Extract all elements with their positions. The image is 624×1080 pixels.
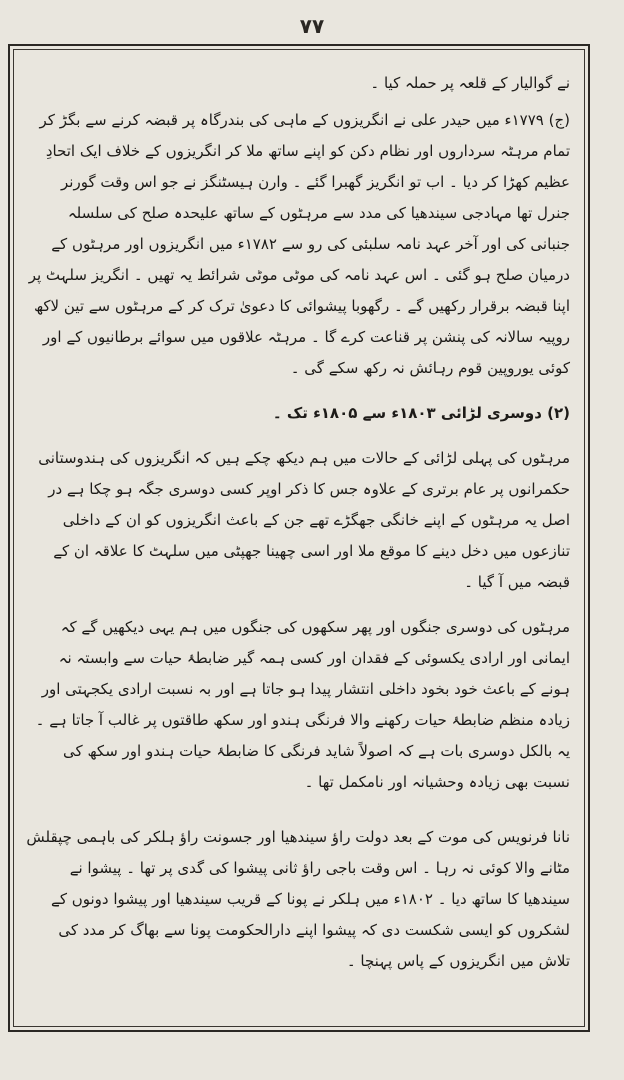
page-border: [8, 44, 590, 1032]
section-heading-second-war: (۲) دوسری لڑائی ۱۸۰۳ء سے ۱۸۰۵ء تک ۔: [272, 404, 570, 422]
paragraph-first-war-summary: مرہٹوں کی پہلی لڑائی کے حالات میں ہم دیکھ چکے ہیں کہ انگریزوں کی ہندوستانی حکمرانوں پر عام برتری کے علاوہ جس کا ذکر اوپر کسی دوسری جگہ ہو چکا ہے در اصل یہ مرہٹوں کے اپنے خانگی جھگڑے تھے جن کے باعث انگریزوں کو ان کے داخلی تنازعوں میں دخل دینے کا موقع ملا اور اسی چھینا جھپٹی میں سلہٹ کا علاقہ ان کے قبضہ میں آ گیا ۔: [38, 449, 570, 591]
paragraph-treaty-salbai: (ج) ۱۷۷۹ء میں حیدر علی نے انگریزوں کے ماہی کی بندرگاہ پر قبضہ کرنے سے بگڑ کر تمام مرہٹہ سرداروں اور نظام دکن کو اپنے ساتھ ملا کر انگریزوں کے خلاف ایک اتحادِ عظیم کھڑا کر دیا ۔ اب تو انگریز گھبرا گئے ۔ وارن ہیسٹنگز نے جو اس وقت گورنر جنرل تھا مہادجی سیندھیا کی مدد سے مرہٹوں کے ساتھ علیحدہ صلح کی سلسلہ جنبانی کی اور آخر عہد نامہ سلبئی کی رو سے ۱۷۸۲ء میں انگریزوں اور مرہٹوں کے درمیان صلح ہو گئی ۔ اس عہد نامہ کی موٹی موٹی شرائط یہ تھیں ۔ انگریز سلہٹ پر اپنا قبضہ برقرار رکھیں گے ۔ رگھوبا پیشوائی کا دعویٰ ترک کر کے مرہٹوں سے تین لاکھ روپیہ سالانہ کی پنشن پر قناعت کرے گا ۔ مرہٹہ علاقوں میں سوائے برطانیوں کے اور کوئی یوروپین قوم رہائش نہ رکھ سکے گی ۔: [28, 111, 570, 377]
paragraph-unity-analysis: مرہٹوں کی دوسری جنگوں اور پھر سکھوں کی جنگوں میں ہم یہی دیکھیں گے کہ ایمانی اور ارادی یکسوئی کے فقدان اور کسی ہمہ گیر ضابطۂ حیات سے وابستہ نہ ہونے کے باعث خود بخود داخلی انتشار پیدا ہو جاتا ہے اور بہ نسبت ارادی یکجہتی اور زیادہ منظم ضابطۂ حیات رکھنے والا فرنگی ہندو اور سکھ طاقتوں پر غالب آ جاتا ہے ۔ یہ بالکل دوسری بات ہے کہ اصولاً شاید فرنگی کا ضابطۂ حیات ہندو اور سکھ کی نسبت بھی زیادہ وحشیانہ اور نامکمل تھا ۔: [35, 618, 570, 791]
paragraph-continuation: نے گوالیار کے قلعہ پر حملہ کیا ۔: [370, 74, 570, 92]
page-body: [26, 68, 570, 977]
paragraph-nana-phadnavis: نانا فرنویس کی موت کے بعد دولت راؤ سیندھیا اور جسونت راؤ ہلکر کی باہمی چپقلش مٹانے والا کوئی نہ رہا ۔ اس وقت باجی راؤ ثانی پیشوا کی گدی پر تھا ۔ پیشوا نے سیندھیا کا ساتھ دیا ۔ ۱۸۰۲ء میں ہلکر نے پونا کے قریب سیندھیا اور پیشوا دونوں کے لشکروں کو ایسی شکست دی کہ پیشوا اپنے دارالحکومت پونا سے بھاگ کر مدد کی تلاش میں انگریزوں کے پاس پہنچا ۔: [26, 828, 570, 970]
page-number: ۷۷: [299, 14, 325, 38]
